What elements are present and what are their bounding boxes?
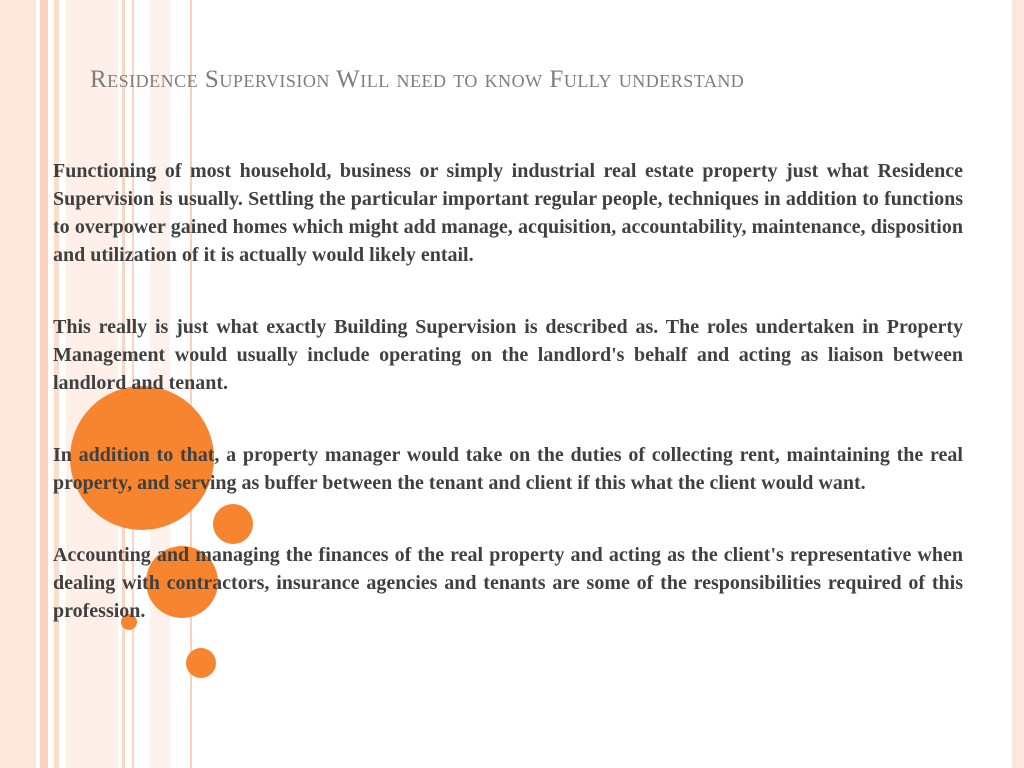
slide-title: Residence Supervision Will need to know Fully understand xyxy=(90,66,745,93)
paragraph-3: In addition to that, a property manager would take on the duties of collecting rent, maintaining the real property, and serving as buffer between the tenant and client if this what the client would want. xyxy=(53,444,963,494)
stripe xyxy=(0,0,36,768)
paragraph-4: Accounting and managing the finances of the real property and acting as the client's representative when dealing with contractors, insurance agencies and tenants are some of the responsibilities required of this profession. xyxy=(53,544,963,622)
stripe xyxy=(40,0,48,768)
slide-body xyxy=(53,157,963,669)
right-edge-band xyxy=(1012,0,1024,768)
paragraph-2: This really is just what exactly Building Supervision is described as. The roles undertaken in Property Management would usually include operating on the landlord's behalf and acting as liaison between landlord and tenant. xyxy=(53,316,963,394)
paragraph-1: Functioning of most household, business or simply industrial real estate property just what Residence Supervision is usually. Settling the particular important regular people, techniques in addition to functions to overpower gained homes which might add manage, acquisition, accountability, maintenance, disposition and utilization of it is actually would likely entail. xyxy=(53,160,963,266)
